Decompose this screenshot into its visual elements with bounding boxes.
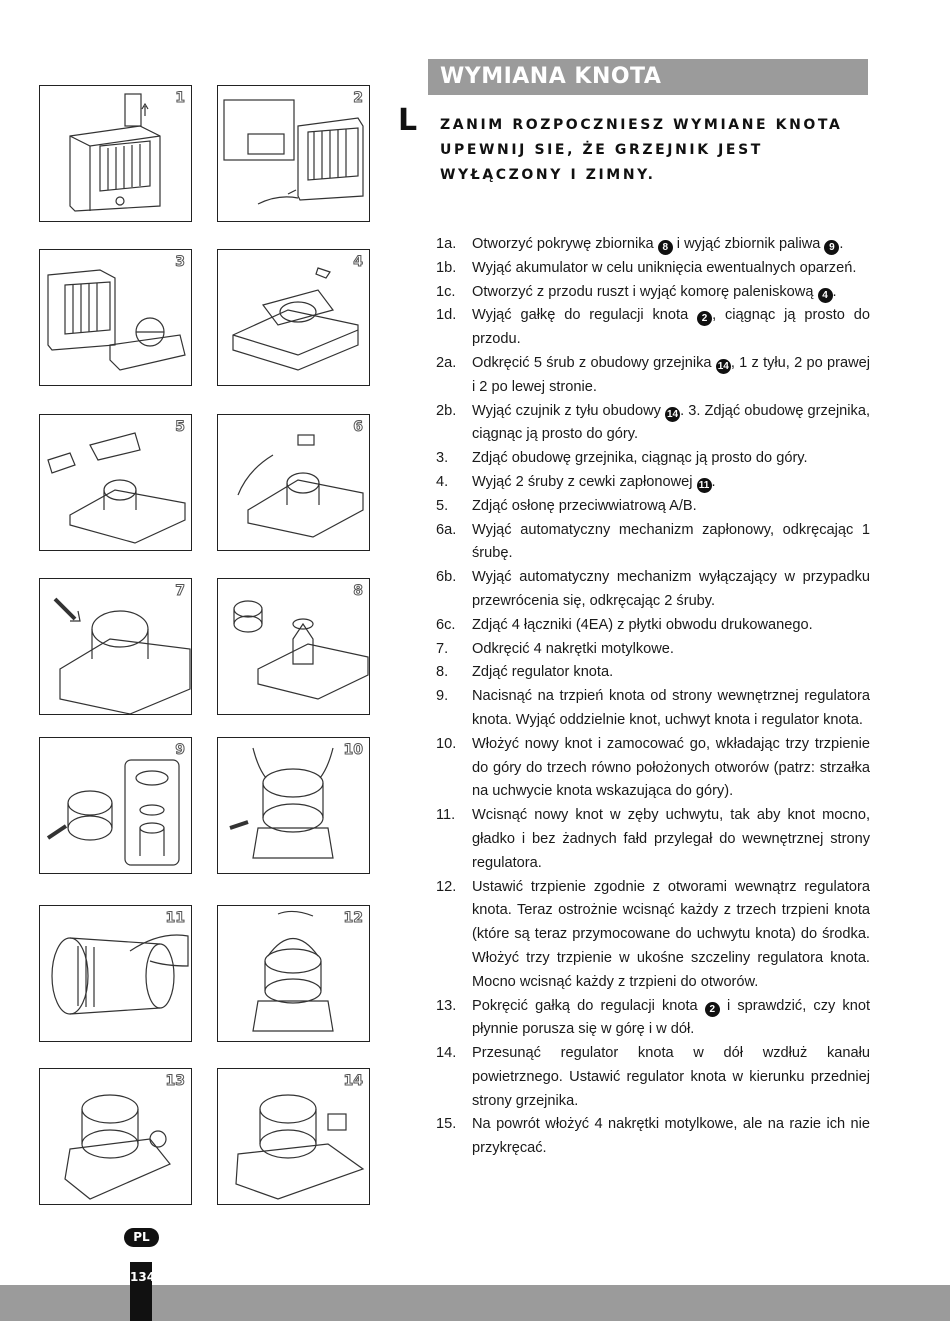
step-number: 8.	[436, 664, 449, 681]
wick-regulator-removal-illustration	[218, 579, 369, 714]
step-item	[436, 733, 870, 804]
step-number: 10.	[436, 735, 457, 752]
step-number: 1b.	[436, 259, 457, 276]
figure-number: 11	[165, 910, 185, 926]
step-text-part: , 1 z tyłu, 2 po prawej i 2 po lewej stronie.	[472, 354, 870, 395]
step-text-part: i wyjąć zbiornik paliwa	[672, 236, 825, 252]
step-text-part: .	[711, 473, 716, 490]
step-text-part: Zdjąć 4 łączniki (4EA) z płytki obwodu drukowanego.	[472, 616, 813, 633]
step-number: 14.	[436, 1045, 457, 1062]
step-item	[436, 519, 870, 567]
step-text	[472, 566, 870, 614]
page-number: 134	[130, 1262, 152, 1321]
step-text-part: Wyjąć automatyczny mechanizm zapłonowy, odkręcając 1 śrubę.	[472, 521, 870, 562]
figure-number: 1	[175, 90, 185, 106]
step-text-part: Wyjąć akumulator w celu uniknięcia ewentualnych oparzeń.	[472, 259, 857, 276]
wick-holder-separation-illustration	[40, 738, 191, 873]
figure-number: 2	[353, 90, 363, 106]
step-number: 2b.	[436, 402, 457, 419]
step-item	[436, 471, 870, 495]
figure-panel-4	[217, 249, 370, 386]
step-text-part: Odkręcić 5 śrub z obudowy grzejnika	[472, 354, 716, 371]
step-number: 2a.	[436, 354, 457, 371]
step-text-part: Otworzyć z przodu ruszt i wyjąć komorę paleniskową	[472, 283, 818, 300]
figure-panel-11	[39, 905, 192, 1042]
step-text	[472, 638, 870, 662]
step-item	[436, 614, 870, 638]
figure-number: 14	[343, 1073, 363, 1089]
step-text-part: Wyjąć 2 śruby z cewki zapłonowej	[472, 473, 697, 490]
step-item	[436, 400, 870, 448]
step-text-part: Wyjąć czujnik z tyłu obudowy	[472, 402, 666, 419]
figure-panel-6	[217, 414, 370, 551]
figure-panel-12	[217, 905, 370, 1042]
step-number: 11.	[436, 807, 456, 824]
step-text-part: . 3. Zdjąć obudowę grzejnika, ciągnąc ją prosto do góry.	[472, 402, 871, 443]
figure-panel-9	[39, 737, 192, 874]
step-text-part: Otworzyć pokrywę zbiornika	[472, 236, 658, 252]
figure-panel-13	[39, 1068, 192, 1205]
part-reference-badge: 9	[824, 240, 839, 255]
warning-text	[440, 113, 860, 188]
figure-panel-10	[217, 737, 370, 874]
housing-screws-illustration	[40, 415, 191, 550]
figure-number: 7	[175, 583, 185, 599]
step-item	[436, 1042, 870, 1113]
heater-tank-removal-illustration	[40, 86, 191, 221]
step-item	[436, 661, 870, 685]
figure-panel-2	[217, 85, 370, 222]
step-text	[472, 233, 870, 257]
step-text-part: Ustawić trzpienie zgodnie z otworami wewnątrz regulatora knota. Teraz ostrożnie wcisnąć każdy z trzech trzpieni knota (które są teraz przymocowane do uchwytu knota) do środka. Włożyć trzy trzpienie w ukośne szczeliny regulatora knota. Mocno wcisnąć każdy z trzpieni do otworów.	[472, 878, 870, 990]
step-number: 1c.	[436, 283, 456, 300]
step-text-part: Przesunąć regulator knota w dół wzdłuż kanału powietrznego. Ustawić regulator knota w kierunku przedniej strony grzejnika.	[472, 1045, 870, 1109]
figure-number: 8	[353, 583, 363, 599]
step-text-part: Wcisnąć nowy knot w zęby uchwytu, tak aby knot mocno, gładko i bez żadnych fałd przylegał do wewnętrznej strony regulatora.	[472, 807, 870, 871]
step-text	[472, 661, 870, 685]
warning-line: ZANIM ROZPOCZNIESZ WYMIANE KNOTA	[440, 117, 843, 133]
knob-rotation-illustration	[40, 1069, 191, 1204]
step-text-part: .	[832, 283, 837, 300]
step-number: 13.	[436, 997, 457, 1014]
figure-panel-8	[217, 578, 370, 715]
step-text	[472, 400, 870, 448]
figure-panel-1	[39, 85, 192, 222]
step-text-part: Zdjąć obudowę grzejnika, ciągnąc ją prosto do góry.	[472, 450, 808, 467]
part-reference-badge: 4	[818, 288, 833, 303]
step-text	[472, 685, 870, 733]
step-number: 15.	[436, 1116, 457, 1133]
step-text-part: Zdjąć osłonę przeciwwiatrową A/B.	[472, 497, 697, 514]
new-wick-insertion-illustration	[218, 738, 369, 873]
instruction-steps	[436, 233, 870, 1161]
step-text	[472, 519, 870, 567]
step-number: 6a.	[436, 521, 457, 538]
step-text	[472, 876, 870, 995]
step-text	[472, 733, 870, 804]
step-number: 1d.	[436, 307, 457, 324]
figure-number: 9	[175, 742, 185, 758]
step-item	[436, 1113, 870, 1161]
step-text-part: Nacisnąć na trzpień knota od strony wewnętrznej regulatora knota. Wyjąć oddzielnie knot, uchwyt knota i regulator knota.	[472, 688, 870, 728]
step-number: 3.	[436, 450, 449, 467]
knob-removal-illustration	[218, 250, 369, 385]
step-text	[472, 304, 870, 352]
regulator-reinstall-illustration	[218, 1069, 369, 1204]
warning-line: WYŁĄCZONY I ZIMNY.	[440, 167, 656, 183]
part-reference-badge: 14	[717, 360, 729, 372]
step-item	[436, 257, 870, 281]
step-text-part: Odkręcić 4 nakrętki motylkowe.	[472, 640, 674, 657]
warning-line: UPEWNIJ SIE, ŻE GRZEJNIK JEST	[440, 142, 763, 158]
step-item	[436, 447, 870, 471]
step-text	[472, 471, 870, 495]
step-text	[472, 281, 870, 305]
figure-number: 3	[175, 254, 185, 270]
step-text-part: Zdjąć regulator knota.	[472, 664, 614, 681]
step-text	[472, 1042, 870, 1113]
step-text	[472, 995, 870, 1043]
step-item	[436, 804, 870, 875]
wick-pressing-illustration	[40, 906, 191, 1041]
wing-nuts-illustration	[40, 579, 191, 714]
step-number: 12.	[436, 878, 457, 895]
step-text-part: Włożyć nowy knot i zamocować go, wkładając trzy trzpienie do góry do trzech równo położonych otworów (patrz: strzałka na uchwycie knota wskazująca do góry).	[472, 735, 870, 800]
step-text	[472, 1113, 870, 1161]
step-number: 6b.	[436, 569, 457, 586]
step-text	[472, 495, 870, 519]
section-title: WYMIANA KNOTA	[428, 59, 868, 95]
step-text-part: Na powrót włożyć 4 nakrętki motylkowe, ale na razie ich nie przykręcać.	[472, 1116, 870, 1157]
step-text	[472, 804, 870, 875]
part-reference-badge: 8	[658, 240, 673, 255]
step-text-part: Wyjąć automatyczny mechanizm wyłączający w przypadku przewrócenia się, odkręcając 2 śruby.	[472, 569, 870, 609]
step-text	[472, 614, 870, 638]
step-text-part: , ciągnąc ją prosto do przodu.	[472, 307, 870, 348]
battery-removal-illustration	[218, 86, 369, 221]
part-reference-badge: 2	[697, 311, 712, 326]
step-item	[436, 495, 870, 519]
part-reference-badge: 14	[667, 408, 679, 420]
step-item	[436, 233, 870, 257]
step-item	[436, 304, 870, 352]
step-item	[436, 876, 870, 995]
figure-number: 4	[353, 254, 363, 270]
step-item	[436, 995, 870, 1043]
step-item	[436, 566, 870, 614]
step-number: 6c.	[436, 616, 456, 633]
step-number: 5.	[436, 497, 449, 514]
step-item	[436, 638, 870, 662]
figure-panel-5	[39, 414, 192, 551]
step-text	[472, 447, 870, 471]
step-number: 7.	[436, 640, 449, 657]
warning-letter: L	[398, 103, 418, 138]
step-item	[436, 352, 870, 400]
ignition-coil-illustration	[218, 415, 369, 550]
language-badge: PL	[124, 1228, 159, 1247]
step-text-part: Pokręcić gałką do regulacji knota	[472, 997, 705, 1014]
figure-number: 5	[175, 419, 185, 435]
step-text	[472, 257, 870, 281]
step-number: 4.	[436, 473, 449, 490]
figure-panel-7	[39, 578, 192, 715]
part-reference-badge: 11	[697, 478, 712, 493]
pins-alignment-illustration	[218, 906, 369, 1041]
figure-panel-3	[39, 249, 192, 386]
step-item	[436, 685, 870, 733]
step-number: 9.	[436, 688, 449, 705]
figure-number: 6	[353, 419, 363, 435]
step-text-part: .	[839, 236, 844, 252]
step-item	[436, 281, 870, 305]
part-reference-badge: 2	[705, 1002, 720, 1017]
figure-number: 12	[343, 910, 363, 926]
step-number: 1a.	[436, 236, 457, 252]
step-text-part: Wyjąć gałkę do regulacji knota	[472, 307, 698, 324]
step-text	[472, 352, 870, 400]
step-text-part: i sprawdzić, czy knot płynnie porusza się w górę i w dół.	[472, 997, 871, 1038]
figure-number: 10	[343, 742, 363, 758]
figure-panel-14	[217, 1068, 370, 1205]
figure-number: 13	[165, 1073, 185, 1089]
combustion-chamber-removal-illustration	[40, 250, 191, 385]
